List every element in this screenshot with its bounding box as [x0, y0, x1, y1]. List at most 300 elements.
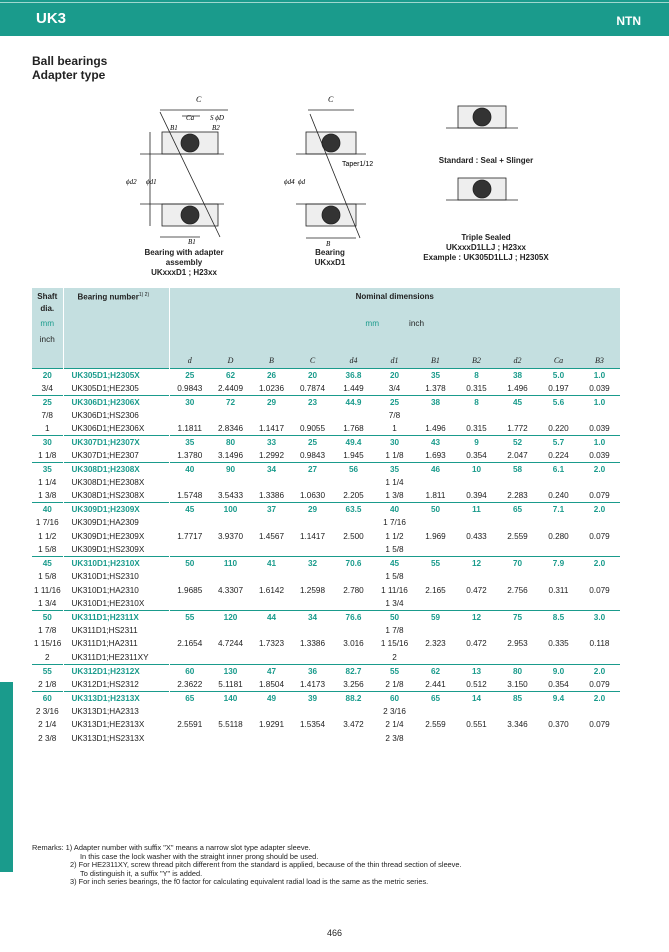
shaft-dia-cell: 1 7/8	[32, 624, 63, 637]
dimension-cell-b: 1.8504	[258, 679, 285, 689]
dimension-cell-d4	[333, 570, 374, 583]
dimension-cell-b2: 0.394	[466, 491, 487, 501]
shaft-dia-cell: 20	[32, 368, 63, 382]
label-B2: B2	[212, 124, 220, 132]
dimension-cell-b2: 0.354	[466, 450, 487, 460]
dimension-cell-b2: 0.433	[466, 531, 487, 541]
series-title: UK3	[36, 10, 67, 27]
label-phid: ϕd	[298, 178, 306, 186]
dimension-cell-b	[251, 543, 292, 557]
dimension-cell-b2	[456, 651, 497, 665]
dimension-cell-d2: 75	[497, 610, 538, 624]
dimension-cell-b3: 2.0	[579, 462, 620, 476]
dimension-cell-ca	[538, 731, 579, 744]
bearing-number-cell: UK308D1;HS2308X	[63, 489, 169, 503]
shaft-dia-cell: 1 1/8	[32, 449, 63, 463]
table-row	[32, 382, 620, 396]
dimension-cell-d4: 2.205	[343, 491, 364, 501]
dimension-cell-ca: 0.370	[548, 720, 569, 730]
dimension-cell-d	[169, 516, 210, 529]
dimension-cell-d: 4.7244	[217, 639, 244, 649]
dimension-cell-d: 4.3307	[217, 585, 244, 595]
dimension-cell-c: 1.5354	[299, 720, 326, 730]
dimension-cell-b2	[456, 543, 497, 557]
shaft-dia-cell: 30	[32, 435, 63, 449]
bearing-number-cell: UK305D1;HE2305	[63, 382, 169, 396]
dimension-cell-b1: 2.559	[425, 720, 446, 730]
table-row	[32, 731, 620, 744]
dimension-cell-d: 130	[210, 664, 251, 678]
dimension-cell-b2	[456, 476, 497, 489]
dimension-cell-ca: 0.220	[548, 423, 569, 433]
dimension-cell-b1: 59	[415, 610, 456, 624]
dimension-cell-c	[292, 543, 333, 557]
dimension-cell-b: 1.7323	[258, 639, 285, 649]
dimension-cell-d1: 30	[374, 435, 415, 449]
dimension-cell-d4: 44.9	[333, 395, 374, 409]
dimension-cell-b1	[415, 409, 456, 422]
dimension-cell-d1: 1 1/2	[385, 531, 404, 541]
dimension-cell-c	[292, 476, 333, 489]
seal-slinger-drawing	[446, 106, 518, 128]
label-SphiD: S ϕD	[210, 114, 224, 122]
dimension-cell-d1: 1 3/8	[385, 491, 404, 501]
dimension-cell-b2: 11	[456, 503, 497, 517]
dimension-cell-d: 5.1181	[218, 679, 243, 689]
dimension-cell-b2: 9	[456, 435, 497, 449]
dimension-cell-ca	[538, 705, 579, 718]
dimension-cell-d: 120	[210, 610, 251, 624]
table-row	[32, 664, 620, 678]
shaft-dia-cell: 2 1/4	[32, 718, 63, 731]
dimension-cell-ca	[538, 543, 579, 557]
dimension-cell-ca	[538, 570, 579, 583]
label-phid1: ϕd1	[146, 178, 157, 186]
dimension-cell-b1	[415, 651, 456, 665]
shaft-unit-mm: mm	[32, 314, 63, 332]
dimension-cell-b3: 0.079	[589, 531, 610, 541]
dimension-cell-b3	[579, 476, 620, 489]
bearing-only-drawing	[296, 110, 366, 238]
dimension-cell-d: 35	[169, 435, 210, 449]
dimension-cell-b2	[456, 597, 497, 611]
column-header-b2: B2	[456, 346, 497, 368]
shaft-unit-inch: inch	[32, 332, 63, 346]
dimension-cell-d: 1.9685	[177, 585, 203, 595]
dimension-cell-d1: 1 3/4	[385, 598, 404, 608]
dimension-cell-d4: 36.8	[333, 368, 374, 382]
dimension-cell-d4: 76.6	[333, 610, 374, 624]
dimension-cell-c	[292, 651, 333, 665]
dimension-cell-d2	[497, 624, 538, 637]
dimension-cell-c: 1.4173	[299, 679, 326, 689]
table-row	[32, 610, 620, 624]
dimension-cell-d1: 20	[374, 368, 415, 382]
dimension-cell-b: 34	[251, 462, 292, 476]
dimension-cell-b3: 0.079	[589, 491, 610, 501]
dimension-cell-ca	[538, 476, 579, 489]
dimension-cell-d: 60	[169, 664, 210, 678]
dimension-cell-d	[210, 476, 251, 489]
dimension-cell-b: 1.1417	[258, 423, 285, 433]
dimension-cell-d	[210, 409, 251, 422]
dimension-cell-b2: 0.472	[466, 585, 487, 595]
fig1-caption: Bearing with adapter assembly UKxxxD1 ; H23xx	[144, 248, 224, 277]
remarks: Remarks: 1) Adapter number with suffix "X" means a narrow slot type adapter sleeve. In this case the lock washer with the straight inner prong should be used. 2) For HE2311XY, screw thread pitch different from the standard is applied, because of the thin thread section of sleeve. To distinguish it, a suffix "Y" is added. 3) For inch series bearings, the f0 factor for calculating equivalent radial load is the same as the metric series.	[32, 843, 462, 887]
dimension-cell-b2: 14	[456, 691, 497, 705]
dimension-cell-b2: 0.315	[466, 423, 487, 433]
shaft-dia-cell: 1 11/16	[32, 583, 63, 596]
shaft-dia-cell: 2 1/8	[32, 678, 63, 692]
dimension-cell-d1: 45	[374, 557, 415, 571]
dimension-cell-b	[251, 570, 292, 583]
units-row: mm inch	[169, 314, 620, 332]
dimension-cell-b1: 46	[415, 462, 456, 476]
table-row	[32, 651, 620, 665]
column-header-ca: Ca	[538, 346, 579, 368]
dimension-cell-b3: 1.0	[579, 435, 620, 449]
dimension-cell-d: 0.9843	[177, 383, 203, 393]
dimension-cell-d: 25	[169, 368, 210, 382]
dimension-cell-d	[169, 543, 210, 557]
table-row	[32, 368, 620, 382]
dimension-cell-c	[292, 570, 333, 583]
dimension-cell-c	[292, 409, 333, 422]
dimension-cell-d: 5.5118	[218, 720, 243, 730]
shaft-dia-cell: 1	[32, 422, 63, 436]
dimension-cell-d2	[497, 476, 538, 489]
bearing-number-cell: UK309D1;HA2309	[63, 516, 169, 529]
dimension-cell-d2: 1.496	[507, 383, 528, 393]
shaft-dia-cell: 25	[32, 395, 63, 409]
dimension-cell-c: 29	[292, 503, 333, 517]
dimension-cell-b: 47	[251, 664, 292, 678]
bearing-number-cell: UK311D1;HS2311	[63, 624, 169, 637]
dimension-cell-c: 0.7874	[299, 383, 326, 393]
dimension-cell-d: 90	[210, 462, 251, 476]
dimension-cell-d4: 2.500	[343, 531, 364, 541]
dimension-cell-d2: 65	[497, 503, 538, 517]
dimension-cell-b3	[579, 516, 620, 529]
shaft-dia-cell: 55	[32, 664, 63, 678]
dimension-cell-d: 2.3622	[177, 679, 203, 689]
label-Ca: Ca	[186, 114, 195, 122]
dimension-cell-ca	[538, 597, 579, 611]
column-header-d1: d1	[374, 346, 415, 368]
bearing-drawings	[120, 92, 570, 252]
dimension-cell-d4: 56	[333, 462, 374, 476]
dimension-cell-d1: 2 3/16	[383, 706, 406, 716]
dimension-cell-d: 2.1654	[177, 639, 203, 649]
dimension-cell-ca: 9.0	[538, 664, 579, 678]
table-row	[32, 543, 620, 557]
dimension-cell-b1: 2.165	[425, 585, 446, 595]
dimension-cell-c: 23	[292, 395, 333, 409]
shaft-dia-cell: 50	[32, 610, 63, 624]
shaft-dia-cell: 40	[32, 503, 63, 517]
dimension-cell-d2	[497, 409, 538, 422]
dimension-cell-d2	[497, 597, 538, 611]
dimension-cell-d: 100	[210, 503, 251, 517]
dimension-cell-ca	[538, 516, 579, 529]
dimension-cell-b: 49	[251, 691, 292, 705]
dimension-cell-d4	[333, 651, 374, 665]
shaft-dia-cell: 35	[32, 462, 63, 476]
bearing-number-cell: UK305D1;H2305X	[63, 368, 169, 382]
dimension-cell-b1: 35	[415, 368, 456, 382]
dimension-cell-d: 3.9370	[217, 531, 244, 541]
dimension-cell-d1: 50	[374, 610, 415, 624]
shaft-dia-cell: 1 5/8	[32, 543, 63, 557]
dimension-cell-b3: 0.079	[589, 720, 610, 730]
dimension-cell-d2: 2.283	[507, 491, 528, 501]
dimension-cell-b1	[415, 570, 456, 583]
dimension-cell-d	[169, 651, 210, 665]
dimension-cell-d: 65	[169, 691, 210, 705]
dimension-cell-ca: 5.6	[538, 395, 579, 409]
shaft-dia-cell: 60	[32, 691, 63, 705]
dimension-cell-b3: 2.0	[579, 664, 620, 678]
dimension-cell-d2: 85	[497, 691, 538, 705]
dimension-cell-ca: 0.197	[548, 383, 569, 393]
dimension-cell-d1: 25	[374, 395, 415, 409]
bearing-number-cell: UK310D1;HA2310	[63, 583, 169, 596]
shaft-dia-cell: 1 3/4	[32, 597, 63, 611]
dimension-cell-d	[210, 543, 251, 557]
dimension-cell-ca: 9.4	[538, 691, 579, 705]
dimension-cell-b1: 50	[415, 503, 456, 517]
dimension-cell-b3: 0.079	[589, 679, 610, 689]
dimension-cell-b1: 1.969	[425, 531, 446, 541]
dimension-cell-d1: 3/4	[388, 383, 401, 393]
dimension-cell-b3: 0.039	[589, 383, 610, 393]
dimension-cell-d1: 1 15/16	[380, 639, 409, 649]
dimension-cell-d	[169, 597, 210, 611]
dimension-cell-c: 0.9843	[299, 450, 326, 460]
dimension-cell-b: 1.2992	[258, 450, 285, 460]
dimension-cell-d4: 49.4	[333, 435, 374, 449]
bearing-number-cell: UK312D1;HS2312	[63, 678, 169, 692]
table-row	[32, 489, 620, 503]
dimension-cell-d4: 70.6	[333, 557, 374, 571]
dimension-cell-d1: 40	[374, 503, 415, 517]
table-row	[32, 435, 620, 449]
dimension-cell-b1: 1.378	[425, 383, 446, 393]
table-row	[32, 678, 620, 692]
bearing-number-cell: UK307D1;H2307X	[63, 435, 169, 449]
table-row	[32, 597, 620, 611]
dimension-cell-b: 44	[251, 610, 292, 624]
dimension-cell-d2	[497, 705, 538, 718]
dimension-cell-b3	[579, 624, 620, 637]
table-row	[32, 718, 620, 731]
dimension-cell-c: 36	[292, 664, 333, 678]
column-header-c: C	[292, 346, 333, 368]
dimension-cell-ca: 5.7	[538, 435, 579, 449]
dimension-cell-b2: 0.512	[466, 679, 487, 689]
dimension-cell-b2	[456, 570, 497, 583]
dimension-cell-b3: 1.0	[579, 395, 620, 409]
dimension-cell-d: 40	[169, 462, 210, 476]
dimension-cell-ca	[538, 624, 579, 637]
dimension-cell-d4	[333, 543, 374, 557]
dimension-cell-d	[210, 731, 251, 744]
dimension-cell-b	[251, 624, 292, 637]
dimension-cell-b: 41	[251, 557, 292, 571]
table-row	[32, 705, 620, 718]
dimension-cell-c: 1.3386	[299, 639, 326, 649]
shaft-dia-cell: 1 15/16	[32, 637, 63, 650]
bearing-number-cell: UK311D1;HE2311XY	[63, 651, 169, 665]
column-header-b: B	[251, 346, 292, 368]
dimension-cell-c: 1.2598	[299, 585, 326, 595]
header-rule	[0, 2, 669, 5]
dimension-cell-b1: 2.441	[425, 679, 446, 689]
table-row	[32, 503, 620, 517]
dimension-cell-d2	[497, 570, 538, 583]
shaft-dia-cell: 1 1/4	[32, 476, 63, 489]
dimension-cell-d2: 80	[497, 664, 538, 678]
dimension-cell-d: 45	[169, 503, 210, 517]
dimension-cell-b: 1.4567	[258, 531, 285, 541]
dimension-cell-c: 1.0630	[299, 491, 326, 501]
dimension-cell-d: 3.5433	[217, 491, 244, 501]
dimension-cell-b3: 0.039	[589, 450, 610, 460]
table-row	[32, 583, 620, 596]
dimension-cell-d	[169, 476, 210, 489]
dimension-cell-b	[251, 597, 292, 611]
dimension-cell-b: 29	[251, 395, 292, 409]
dimension-cell-c: 39	[292, 691, 333, 705]
dimension-cell-b1: 1.496	[425, 423, 446, 433]
dimension-cell-b	[251, 409, 292, 422]
bearing-number-cell: UK309D1;HE2309X	[63, 530, 169, 543]
shaft-dia-cell: 1 7/16	[32, 516, 63, 529]
dimension-cell-d: 55	[169, 610, 210, 624]
dimension-cell-b3	[579, 597, 620, 611]
dimension-cell-b3	[579, 651, 620, 665]
dimension-cell-d1: 1 11/16	[381, 585, 408, 595]
dimension-cell-d2: 58	[497, 462, 538, 476]
dimension-cell-b1: 38	[415, 395, 456, 409]
dimension-cell-b1	[415, 516, 456, 529]
dimension-cell-d4: 3.472	[343, 720, 364, 730]
shaft-dia-cell: 45	[32, 557, 63, 571]
table-row	[32, 422, 620, 436]
dimension-cell-d2: 2.047	[507, 450, 528, 460]
shaft-dia-cell: 2	[32, 651, 63, 665]
dimension-cell-b1	[415, 543, 456, 557]
dimension-cell-b	[251, 476, 292, 489]
dimension-cell-d: 110	[210, 557, 251, 571]
dimension-cell-d: 140	[210, 691, 251, 705]
bearing-number-cell: UK308D1;H2308X	[63, 462, 169, 476]
dimension-cell-b2: 0.315	[466, 383, 487, 393]
dimension-cell-b2: 12	[456, 610, 497, 624]
triple-sealed-drawing	[446, 178, 518, 200]
dimension-cell-c	[292, 624, 333, 637]
dimension-cell-ca	[538, 651, 579, 665]
dimension-cell-b1	[415, 624, 456, 637]
bearing-number-cell: UK309D1;HS2309X	[63, 543, 169, 557]
dimension-cell-b1: 1.693	[425, 450, 446, 460]
brand-logo: NTN	[616, 14, 641, 28]
dimension-cell-b2	[456, 624, 497, 637]
label-phid4: ϕd4	[284, 178, 295, 186]
dimension-cell-d2: 45	[497, 395, 538, 409]
table-row	[32, 557, 620, 571]
label-C: C	[196, 95, 202, 104]
dimension-cell-d1: 2	[392, 652, 397, 662]
dimension-cell-d2	[497, 731, 538, 744]
page-subtitle: Adapter type	[32, 68, 106, 82]
dimension-cell-d1: 1	[392, 423, 397, 433]
dimension-cell-ca: 0.280	[548, 531, 569, 541]
dimension-cell-d4: 88.2	[333, 691, 374, 705]
table-row	[32, 516, 620, 529]
dimension-cell-ca: 7.9	[538, 557, 579, 571]
table-row	[32, 395, 620, 409]
column-header-b1: B1	[415, 346, 456, 368]
dimension-cell-d2	[497, 516, 538, 529]
label-B1-bottom: B1	[188, 238, 196, 246]
dimension-cell-d: 1.3780	[177, 450, 203, 460]
dimension-cell-d4	[333, 731, 374, 744]
dimension-cell-b3: 2.0	[579, 557, 620, 571]
dimension-cell-ca: 0.335	[548, 639, 569, 649]
dimension-cell-d: 2.8346	[217, 423, 244, 433]
bearing-number-cell: UK311D1;HA2311	[63, 637, 169, 650]
dimension-cell-b1	[415, 597, 456, 611]
dimension-cell-d: 3.1496	[217, 450, 244, 460]
bearing-number-cell: UK313D1;H2313X	[63, 691, 169, 705]
dimension-cell-d: 50	[169, 557, 210, 571]
bearing-number-cell: UK309D1;H2309X	[63, 503, 169, 517]
dimension-cell-d: 2.4409	[217, 383, 244, 393]
dimension-cell-d1: 1 5/8	[385, 545, 404, 555]
dimension-cell-d: 62	[210, 368, 251, 382]
dimension-cell-b3: 0.079	[589, 585, 610, 595]
dimension-cell-b3	[579, 543, 620, 557]
dimension-cell-b2: 13	[456, 664, 497, 678]
table-row	[32, 691, 620, 705]
dimension-cell-c	[292, 516, 333, 529]
table-row	[32, 637, 620, 650]
dimension-cell-d2: 3.150	[507, 679, 528, 689]
bearing-number-cell: UK306D1;HE2306X	[63, 422, 169, 436]
dimension-cell-d2	[497, 543, 538, 557]
shaft-dia-cell: 1 5/8	[32, 570, 63, 583]
dimension-cell-d	[169, 570, 210, 583]
dimension-cell-ca: 6.1	[538, 462, 579, 476]
dimension-cell-c	[292, 597, 333, 611]
bearing-number-cell: UK308D1;HE2308X	[63, 476, 169, 489]
fig3-caption: Standard : Seal + Slinger	[438, 156, 534, 165]
dimension-cell-d1: 2 3/8	[385, 733, 404, 743]
dimension-cell-d4: 82.7	[333, 664, 374, 678]
dimension-cell-b: 1.9291	[258, 720, 285, 730]
dimension-cell-c: 32	[292, 557, 333, 571]
dimension-cell-b2	[456, 409, 497, 422]
dimension-cell-d4	[333, 597, 374, 611]
label-B: B	[326, 240, 331, 248]
bearing-number-cell: UK306D1;H2306X	[63, 395, 169, 409]
dimension-cell-c: 34	[292, 610, 333, 624]
dimension-cell-b1: 55	[415, 557, 456, 571]
dimension-cell-b2: 0.551	[466, 720, 487, 730]
dimension-cell-d4	[333, 624, 374, 637]
dimension-cell-d: 1.5748	[177, 491, 203, 501]
